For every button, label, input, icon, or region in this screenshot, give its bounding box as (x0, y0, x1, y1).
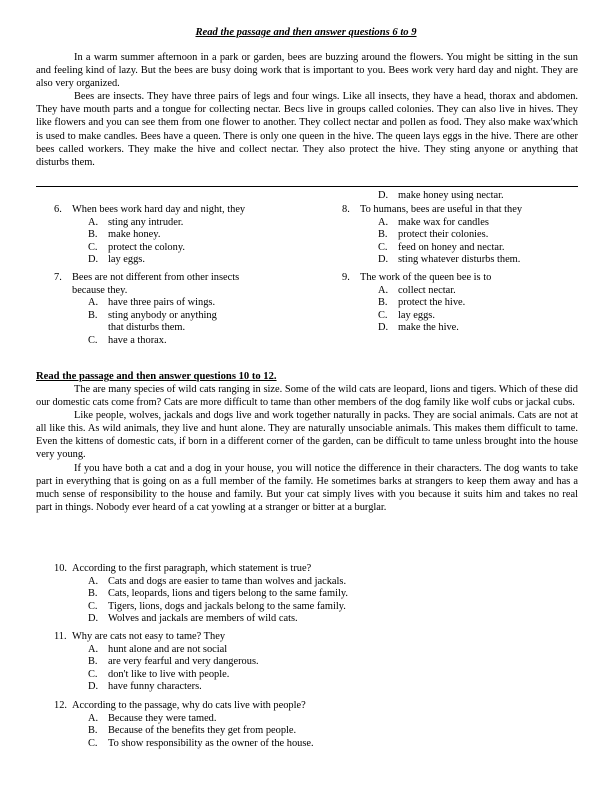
option-text: make the hive. (398, 322, 459, 334)
section2-heading: Read the passage and then answer questions 10 to 12. (36, 371, 277, 382)
answer-option (378, 310, 592, 323)
option-letter: C. (88, 668, 98, 680)
option-text: To show responsibility as the owner of the house. (108, 737, 314, 749)
question-9 (342, 272, 592, 335)
answer-option (378, 285, 592, 298)
option-text: sting anybody or anything that disturbs them. (108, 309, 217, 334)
answer-option (378, 229, 592, 242)
option-text: Because they were tamed. (108, 712, 217, 724)
answer-option (88, 738, 574, 751)
section2-passage (36, 383, 578, 514)
option-letter: C. (88, 600, 98, 612)
option-text: protect the hive. (398, 297, 466, 309)
question-11 (54, 631, 574, 694)
option-letter: C. (378, 309, 388, 321)
option-text: have a thorax. (108, 334, 167, 346)
option-text: Because of the benefits they get from people. (108, 725, 297, 737)
passage-paragraph: If you have both a cat and a dog in your house, you will notice the difference in their characters. The dog wants to take part in everything that is going on as a full member of the family. He sometimes barks at strangers to keep them away and has a much sense of responsibility to the house and family. But your cat simply lives with you because it suits him and takes no real part in things. Nobody ever heard of a cat yowling at a stranger or bitter at a burglar. (36, 462, 578, 513)
option-text: don't like to live with people. (108, 668, 230, 680)
option-letter: A. (88, 216, 99, 228)
answer-option-continued (378, 190, 598, 203)
answer-option (88, 713, 574, 726)
option-letter: D. (378, 254, 389, 266)
answer-option (88, 644, 574, 657)
question-8 (342, 204, 592, 267)
answer-option (88, 613, 574, 626)
option-text: lay eggs. (398, 309, 435, 321)
answer-option (88, 335, 244, 348)
option-letter: A. (88, 643, 99, 655)
answer-option (88, 669, 574, 682)
option-letter: D. (88, 613, 99, 625)
option-letter: C. (378, 241, 388, 253)
option-letter: B. (88, 229, 98, 241)
option-text: sting whatever disturbs them. (398, 254, 521, 266)
answer-option (88, 217, 284, 230)
option-text: have funny characters. (108, 681, 202, 693)
question-7 (54, 272, 244, 348)
question-10 (54, 563, 574, 626)
option-letter: A. (88, 575, 99, 587)
question-text: When bees work hard day and night, they (72, 204, 246, 215)
option-text: make honey using nectar. (398, 190, 504, 201)
answer-option (378, 297, 592, 310)
question-text: The work of the queen bee is to (360, 272, 492, 283)
answer-option (88, 656, 574, 669)
answer-option (378, 322, 592, 335)
option-letter: C. (88, 737, 98, 749)
passage-paragraph: Bees are insects. They have three pairs of legs and four wings. Like all insects, they have a head, thorax and abdomen. They have mouth parts and a tongue for collecting nectar. Becs live in groups called colonies. They can also live in hives. They like flowers and you can see them from one flower to another. They collect nectar and pollen as food. They also make wax'which is used to make candles. Bees have a queen. There is only one queen in the hive. The queen lays eggs in the hive. There are other bees called workers. They make the hive and collect nectar. They also protect the hive. They sting anyone or anything that disturbs them. (36, 91, 578, 168)
divider-line (36, 186, 578, 187)
section1-passage (36, 51, 578, 169)
option-text: are very fearful and very dangerous. (108, 656, 259, 668)
answer-option (88, 725, 574, 738)
option-letter: A. (88, 297, 99, 309)
question-text: Why are cats not easy to tame? They (72, 631, 226, 642)
passage-paragraph: The are many species of wild cats ranging in size. Some of the wild cats are leopard, lions and tigers. Which of these did our domestic cats come from? Cats are more difficult to tame than other members of the dog family like wolf cubs or jackal cubs. (36, 384, 578, 409)
option-letter: C. (88, 334, 98, 346)
answer-option (88, 588, 574, 601)
question-number: 12. (54, 700, 67, 711)
question-number: 7. (54, 272, 62, 283)
answer-option (378, 242, 592, 255)
option-text: collect nectar. (398, 284, 456, 296)
question-12 (54, 700, 574, 750)
option-letter: B. (378, 297, 388, 309)
option-letter: A. (88, 712, 99, 724)
option-text: have three pairs of wings. (108, 297, 216, 309)
option-text: make honey. (108, 229, 161, 241)
option-text: protect their colonies. (398, 229, 489, 241)
answer-option (88, 681, 574, 694)
section1-heading: Read the passage and then answer questions 6 to 9 (195, 27, 417, 38)
option-letter: D. (88, 254, 99, 266)
option-letter: B. (88, 725, 98, 737)
option-text: Tigers, lions, dogs and jackals belong to the same family. (108, 600, 346, 612)
option-text: Cats and dogs are easier to tame than wolves and jackals. (108, 575, 347, 587)
answer-option (378, 254, 592, 267)
option-letter: C. (88, 241, 98, 253)
question-number: 9. (342, 272, 350, 283)
option-text: lay eggs. (108, 254, 145, 266)
option-letter: B. (378, 229, 388, 241)
answer-option (378, 217, 592, 230)
option-letter: A. (378, 284, 389, 296)
question-number: 11. (54, 631, 67, 642)
option-text: Wolves and jackals are members of wild cats. (108, 613, 298, 625)
question-6 (54, 204, 284, 267)
option-text: feed on honey and nectar. (398, 241, 505, 253)
question-number: 10. (54, 563, 67, 574)
question-number: 6. (54, 204, 62, 215)
option-letter: D. (378, 322, 389, 334)
option-text: make wax for candles (398, 216, 489, 228)
answer-option (88, 254, 284, 267)
answer-option (88, 576, 574, 589)
question-text: According to the first paragraph, which statement is true? (72, 563, 312, 574)
question-text: Bees are not different from other insects because they. (72, 272, 240, 296)
option-letter: B. (88, 309, 98, 321)
option-letter: D. (88, 681, 99, 693)
answer-option (88, 297, 244, 310)
passage-paragraph: Like people, wolves, jackals and dogs live and work together naturally in packs. They are social animals. Cats are not at all like this. As wild animals, they live and hunt alone. They are naturally unsociable animals. This makes them difficult to tame. Even the kittens of domestic cats, if born in a different corner of the garden, can be difficult to tame unless brought into the house very young. (36, 410, 578, 461)
option-text: protect the colony. (108, 241, 185, 253)
option-letter: B. (88, 588, 98, 600)
question-number: 8. (342, 204, 350, 215)
passage-paragraph: In a warm summer afternoon in a park or garden, bees are buzzing around the flowers. You might be sitting in the sun and feeling kind of lazy. But the bees are busy doing work that is important to you. Bees work very hard day and night. They are also very organized. (36, 52, 578, 90)
answer-option (88, 310, 244, 335)
option-letter: B. (88, 656, 98, 668)
answer-option (88, 242, 284, 255)
answer-option (88, 601, 574, 614)
answer-option (88, 229, 284, 242)
question-text: According to the passage, why do cats live with people? (72, 700, 306, 711)
option-text: sting any intruder. (108, 216, 184, 228)
option-text: hunt alone and are not social (108, 643, 228, 655)
question-text: To humans, bees are useful in that they (360, 204, 523, 215)
option-letter: A. (378, 216, 389, 228)
option-text: Cats, leopards, lions and tigers belong to the same family. (108, 588, 348, 600)
option-letter: D. (378, 190, 389, 201)
